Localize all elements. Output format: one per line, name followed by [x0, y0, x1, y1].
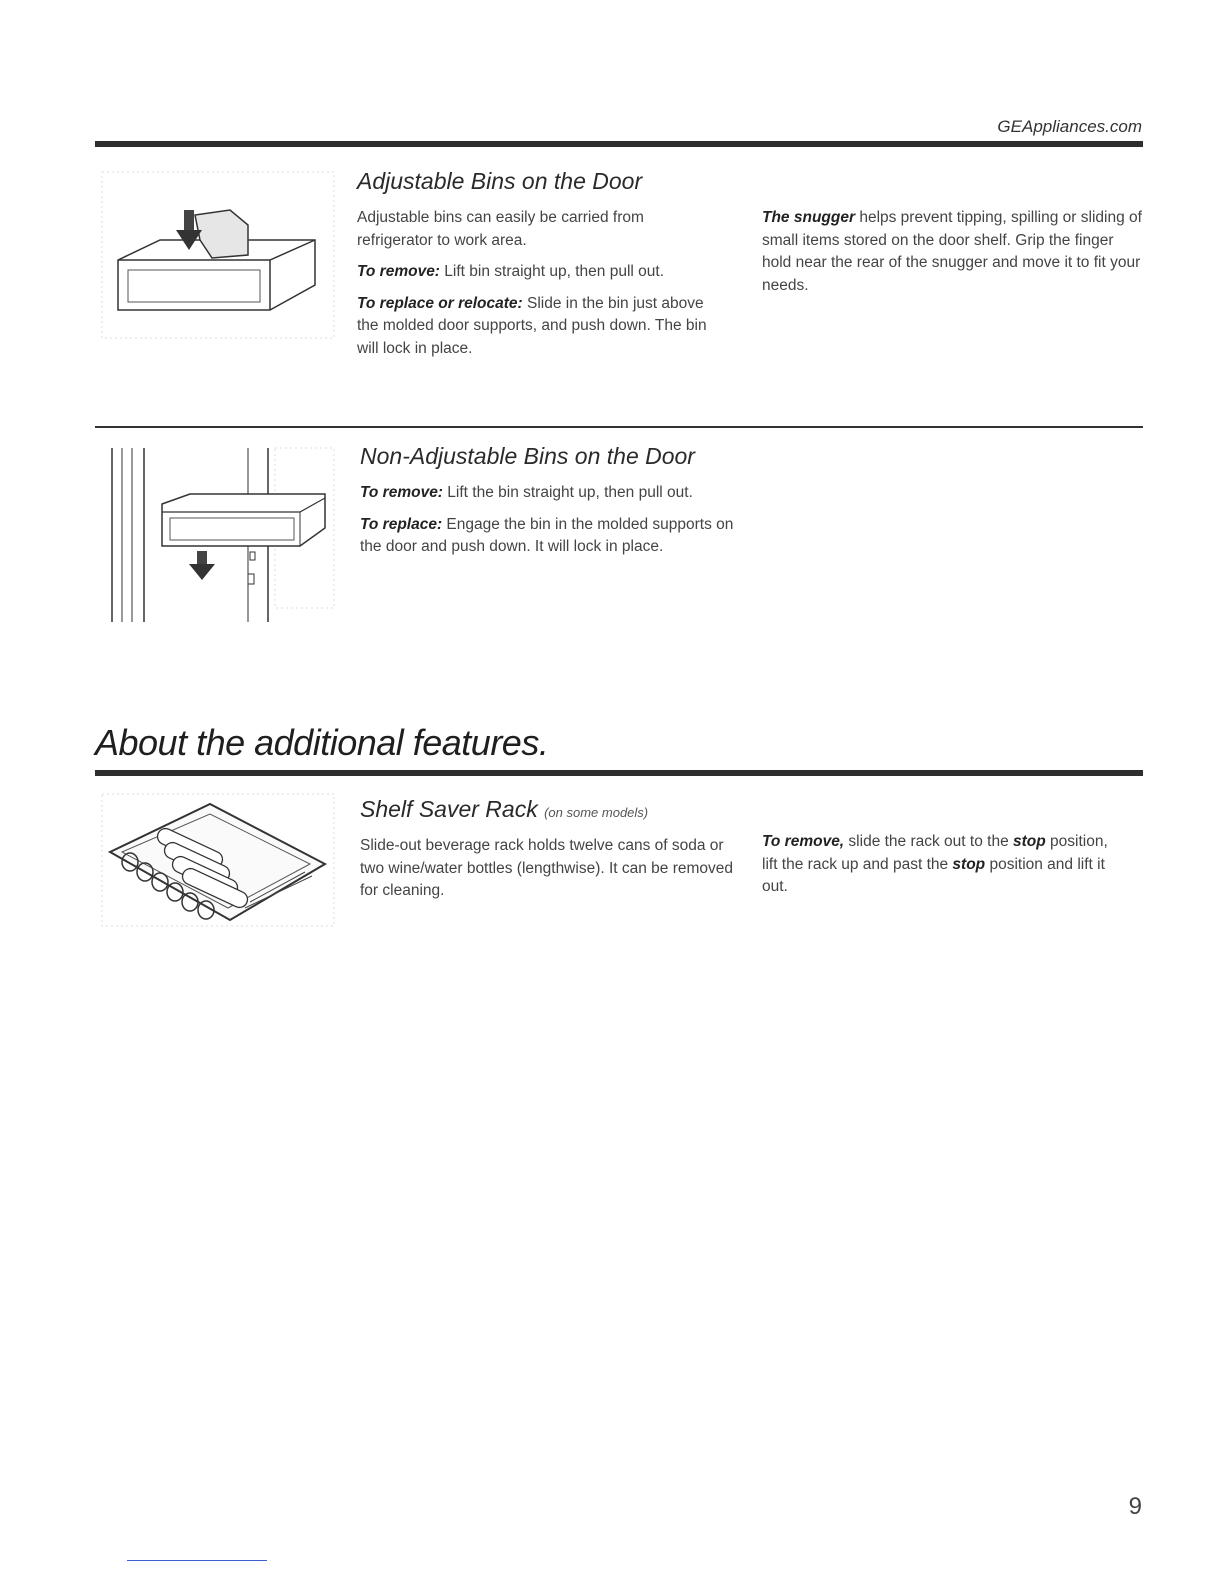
features-rule: [95, 770, 1143, 776]
snugger-label: The snugger: [762, 209, 856, 226]
adjustable-bins-remove: [357, 261, 717, 284]
section-divider: [95, 426, 1143, 428]
remove-label: To remove,: [762, 833, 845, 850]
adjustable-bins-intro: Adjustable bins can easily be carried from refrigerator to work area.: [357, 209, 644, 249]
features-heading: About the additional features.: [95, 722, 549, 763]
stop-word: stop: [1013, 833, 1046, 850]
remove-label: To remove:: [360, 484, 443, 501]
remove-text-2: position, lift the rack up and past the: [762, 833, 1108, 873]
replace-text: Engage the bin in the molded supports on the door and push down. It will lock in place.: [360, 515, 734, 555]
non-adjustable-bins-remove: [360, 482, 750, 505]
site-url: GEAppliances.com: [997, 117, 1142, 136]
non-adjustable-bins-replace: [360, 514, 750, 559]
adjustable-bins-column-right: [762, 207, 1147, 306]
adjustable-bins-title: Adjustable Bins on the Door: [357, 168, 643, 194]
page-number: 9: [1128, 1493, 1142, 1520]
bottom-link-line: [127, 1560, 267, 1561]
non-adjustable-bins-column: [360, 443, 750, 568]
remove-text-3: position and lift it out.: [762, 855, 1105, 895]
snugger-text: helps prevent tipping, spilling or sliding of small items stored on the door shelf. Grip the finger hold near the rear of the snugger and move it to fit your needs.: [762, 209, 1142, 294]
shelf-saver-description: Slide-out beverage rack holds twelve cans of soda or two wine/water bottles (lengthwise). It can be removed for cleaning.: [360, 837, 734, 899]
adjustable-bins-column-left: [357, 168, 717, 369]
replace-text: Slide in the bin just above the molded door supports, and push down. The bin will lock in place.: [357, 294, 707, 357]
shelf-saver-rack-illustration: [100, 792, 336, 928]
adjustable-bins-replace: [357, 293, 717, 361]
remove-text-1: slide the rack out to the: [844, 833, 1013, 850]
replace-label: To replace:: [360, 515, 443, 533]
non-adjustable-bins-title: Non-Adjustable Bins on the Door: [360, 443, 695, 469]
replace-label: To replace or relocate:: [357, 294, 523, 312]
shelf-saver-title: [360, 796, 740, 823]
remove-text: Lift the bin straight up, then pull out.: [442, 484, 693, 501]
snugger-description: [762, 207, 1147, 297]
remove-text: Lift bin straight up, then pull out.: [439, 263, 665, 280]
shelf-saver-remove: [762, 831, 1122, 899]
shelf-saver-note: (on some models): [544, 805, 649, 820]
shelf-saver-column-right: [762, 831, 1122, 908]
shelf-saver-column-left: [360, 796, 740, 912]
remove-label: To remove:: [357, 263, 440, 280]
stop-word: stop: [952, 855, 986, 873]
non-adjustable-bin-illustration: [100, 446, 336, 622]
adjustable-bin-illustration: [100, 170, 336, 340]
header-rule: [95, 141, 1143, 147]
shelf-saver-title-text: Shelf Saver Rack: [360, 796, 538, 822]
